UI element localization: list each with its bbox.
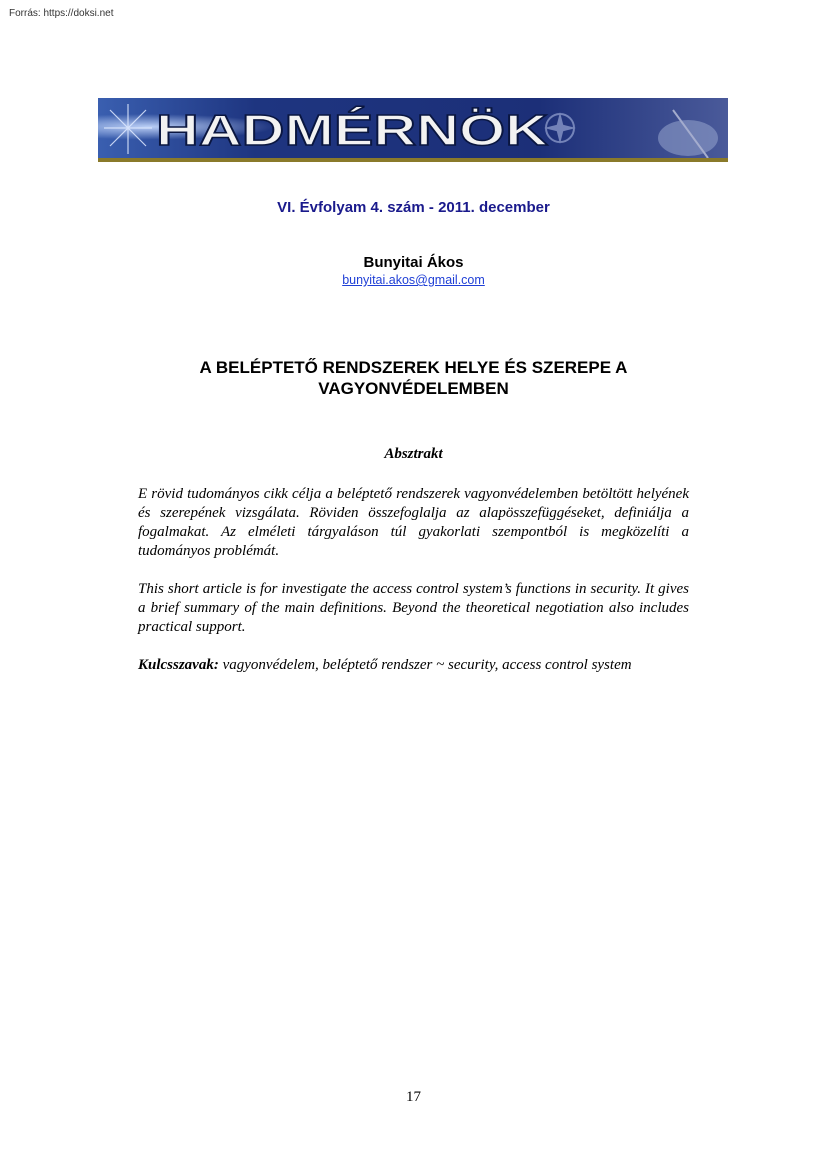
- author-name: Bunyitai Ákos: [363, 254, 464, 271]
- source-note: Forrás: https://doksi.net: [9, 8, 114, 19]
- keywords-label: Kulcsszavak:: [138, 657, 219, 673]
- journal-banner: [98, 98, 728, 162]
- article-title: A BELÉPTETŐ RENDSZEREK HELYE ÉS SZEREPE A VAGYONVÉDELEMBEN: [199, 358, 628, 398]
- author-email-link[interactable]: bunyitai.akos@gmail.com: [342, 273, 485, 287]
- abstract-heading: Absztrakt: [384, 446, 443, 462]
- abstract-english: This short article is for investigate the access control system’s functions in security. It gives a brief summary of the main definitions. Beyond the theoretical negotiation also includes practical support.: [138, 581, 689, 635]
- keywords-value: vagyonvédelem, beléptető rendszer ~ security, access control system: [222, 657, 632, 673]
- abstract-hungarian: E rövid tudományos cikk célja a beléptető rendszerek vagyonvédelemben betöltött helyének és szerepének vizsgálata. Röviden összefoglalja az alapösszefüggéseket, definiálja a fogalmakat. Az elméleti tárgyaláson túl gyakorlati szempontból is megközelíti a tudományos problémát.: [138, 486, 689, 559]
- journal-issue: VI. Évfolyam 4. szám - 2011. december: [277, 199, 550, 216]
- banner-title: HADMÉRNÖK: [156, 106, 447, 155]
- banner-graphic: [98, 98, 728, 162]
- page-number: 17: [406, 1089, 421, 1105]
- keywords: [138, 656, 689, 675]
